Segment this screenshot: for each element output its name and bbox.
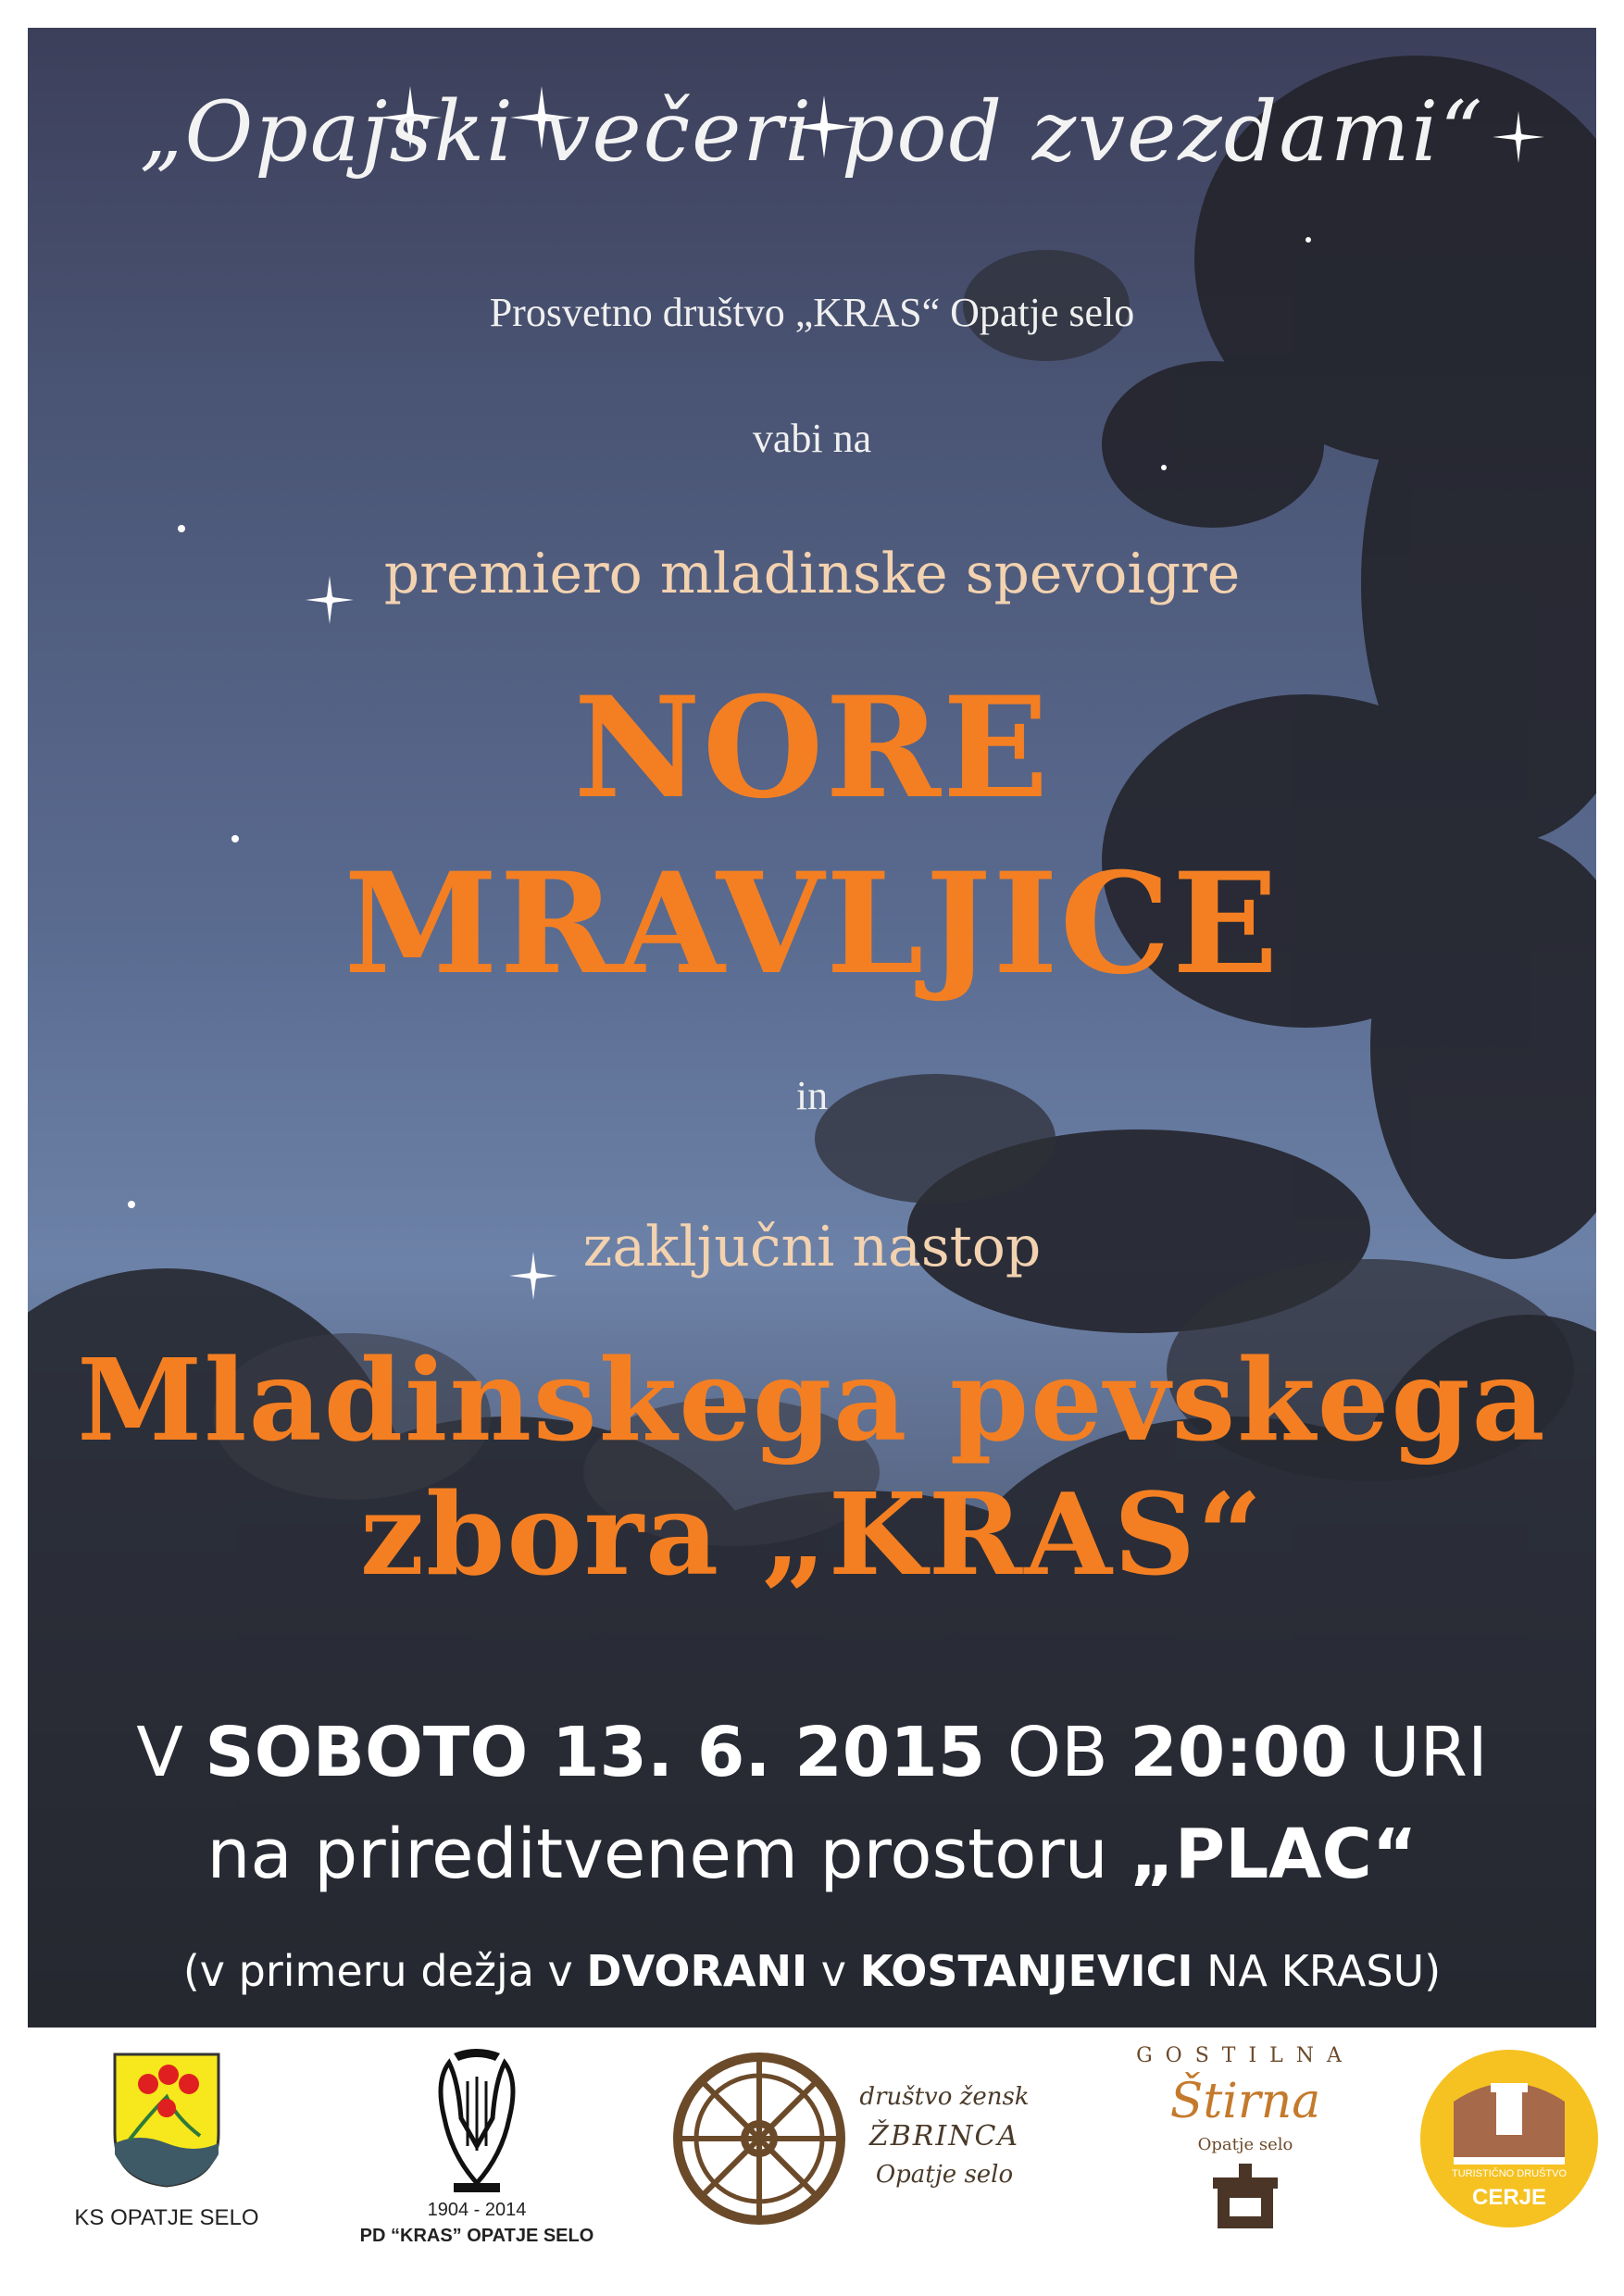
rain-hall: DVORANI (586, 1946, 808, 1996)
wheel-logo-icon (667, 2046, 852, 2231)
cerje-small-label: TURISTIČNO DRUŠTVO (1451, 2168, 1568, 2179)
stirna-top-label: GOSTILNA (1136, 2044, 1355, 2067)
and-line: in (795, 1073, 829, 1118)
rain-place: KOSTANJEVICI (859, 1946, 1193, 1996)
lyre-emblem-icon (426, 2044, 528, 2202)
poster-background (28, 28, 1596, 2028)
date-mid: OB (1006, 1713, 1108, 1792)
ks-caption: KS OPATJE SELO (74, 2205, 259, 2230)
rain-prefix: (v primeru dežja v (182, 1946, 573, 1996)
zbrinca-line-3: Opatje selo (875, 2161, 1014, 2189)
closing-performance-line: zaključni nastop (582, 1215, 1042, 1279)
sponsor-logo-strip (28, 2028, 1596, 2268)
rain-location-line (28, 1946, 1596, 1996)
rain-suffix: NA KRASU) (1206, 1946, 1442, 1996)
premiere-line: premiero mladinske spevoigre (383, 542, 1241, 606)
event-date-line (28, 1713, 1596, 1792)
stirna-name: Štirna (1169, 2074, 1321, 2129)
pd-years: 1904 - 2014 (427, 2200, 527, 2220)
cerje-name: CERJE (1471, 2185, 1547, 2210)
date-prefix: V (136, 1713, 183, 1792)
venue-name: „PLAC“ (1130, 1815, 1418, 1894)
choir-name-line-2: zbora „KRAS“ (359, 1467, 1265, 1601)
date-time: 20:00 (1130, 1713, 1348, 1792)
invite-line: vabi na (752, 416, 872, 461)
pd-caption: PD “KRAS” OPATJE SELO (359, 2226, 594, 2246)
date-suffix: URI (1369, 1713, 1488, 1792)
star-dot-icon (1159, 463, 1168, 472)
venue-line (28, 1815, 1596, 1894)
show-title-line-2: MRAVLJICE (344, 842, 1280, 1005)
stirna-subtitle: Opatje selo (1197, 2135, 1293, 2154)
star-dot-icon (1304, 235, 1313, 244)
star-dot-icon (126, 1199, 137, 1210)
rain-mid: v (820, 1946, 846, 1996)
organizer-line: Prosvetno društvo „KRAS“ Opatje selo (489, 290, 1135, 335)
event-series-title: „Opajski večeri pod zvezdami“ (139, 83, 1485, 181)
zbrinca-line-1: društvo žensk (859, 2083, 1030, 2111)
well-icon (1204, 2159, 1287, 2233)
zbrinca-line-2: ŽBRINCA (868, 2120, 1020, 2152)
venue-prefix: na prireditvenem prostoru (206, 1815, 1108, 1894)
star-dot-icon (176, 523, 187, 534)
choir-name-line-1: Mladinskega pevskega (77, 1333, 1547, 1466)
ks-coat-of-arms-icon (111, 2051, 222, 2190)
show-title-line-1: NORE (573, 667, 1051, 830)
date-day: SOBOTO 13. 6. 2015 (205, 1713, 986, 1792)
